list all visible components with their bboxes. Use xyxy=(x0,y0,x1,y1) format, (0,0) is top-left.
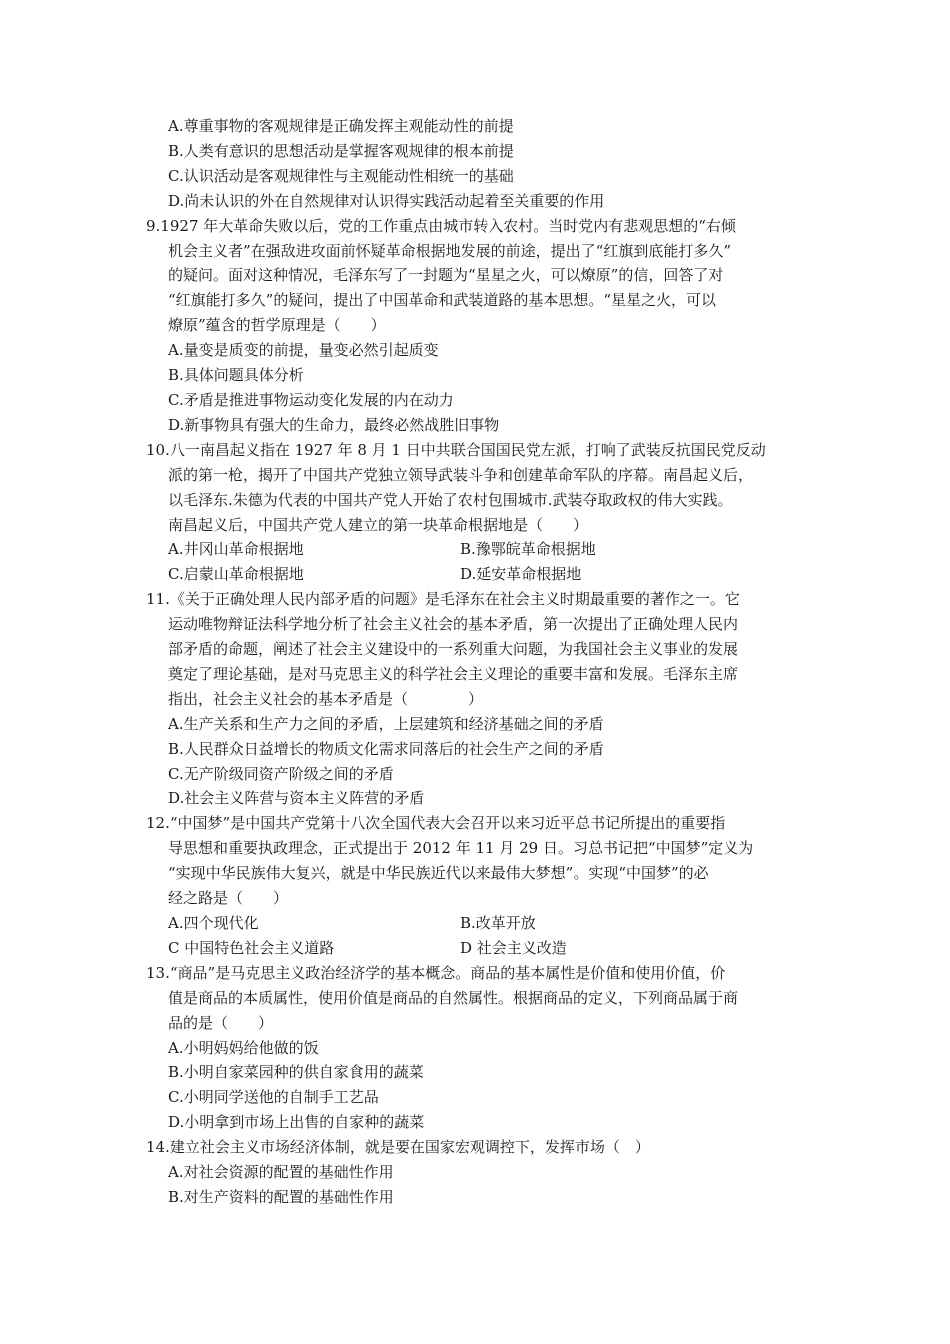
q9-stem-line: 燎原”蕴含的哲学原理是（ ） xyxy=(168,316,386,335)
q10-stem-line: 南昌起义后，中国共产党人建立的第一块革命根据地是（ ） xyxy=(168,515,589,534)
q10-option-b: B.豫鄂皖革命根据地 xyxy=(460,540,596,559)
q8-option-d: D.尚未认识的外在自然规律对认识得实践活动起着至关重要的作用 xyxy=(168,191,605,210)
q12-stem-line: 12.“中国梦”是中国共产党第十八次全国代表大会召开以来习近平总书记所提出的重要指 xyxy=(146,814,726,833)
q9-option-b: B.具体问题具体分析 xyxy=(168,366,304,385)
q12-options-row xyxy=(146,911,806,936)
q12-options-row xyxy=(146,936,806,961)
q11-option-c: C.无产阶级同资产阶级之间的矛盾 xyxy=(168,764,394,783)
q9-option-a: A.量变是质变的前提，量变必然引起质变 xyxy=(168,341,439,360)
question-14 xyxy=(146,1135,806,1210)
q10-options-row xyxy=(146,537,806,562)
q13-option-a: A.小明妈妈给他做的饭 xyxy=(168,1038,319,1057)
q13-option-c: C.小明同学送他的自制手工艺品 xyxy=(168,1088,379,1107)
q10-stem-line: 10.八一南昌起义指在 1927 年 8 月 1 日中共联合国国民党左派，打响了武装反抗国民党反动 xyxy=(146,440,766,459)
q13-stem-line: 品的是（ ） xyxy=(168,1013,274,1032)
q12-option-a: A.四个现代化 xyxy=(168,914,259,932)
q10-stem-line: 以毛泽东.朱德为代表的中国共产党人开始了农村包围城市.武装夺取政权的伟大实践。 xyxy=(168,490,733,509)
q8-option-b: B.人类有意识的思想活动是掌握客观规律的根本前提 xyxy=(168,141,514,160)
q11-option-a: A.生产关系和生产力之间的矛盾，上层建筑和经济基础之间的矛盾 xyxy=(168,714,604,733)
q11-stem-line: 奠定了理论基础，是对马克思主义的科学社会主义理论的重要丰富和发展。毛泽东主席 xyxy=(168,664,739,683)
q12-stem-line: “实现中华民族伟大复兴，就是中华民族近代以来最伟大梦想”。实现“中国梦”的必 xyxy=(168,864,709,883)
q10-option-c: C.启蒙山革命根据地 xyxy=(168,565,304,584)
question-13 xyxy=(146,961,806,1135)
q11-stem-line: 部矛盾的命题，阐述了社会主义建设中的一系列重大问题，为我国社会主义事业的发展 xyxy=(168,640,739,659)
q13-option-d: D.小明拿到市场上出售的自家种的蔬菜 xyxy=(168,1113,425,1132)
question-9 xyxy=(146,214,806,438)
question-8 xyxy=(146,114,806,214)
q9-option-d: D.新事物具有强大的生命力，最终必然战胜旧事物 xyxy=(168,415,500,434)
q8-option-c: C.认识活动是客观规律性与主观能动性相统一的基础 xyxy=(168,166,514,185)
q11-option-b: B.人民群众日益增长的物质文化需求同落后的社会生产之间的矛盾 xyxy=(168,739,604,758)
question-list xyxy=(146,114,806,1210)
q12-stem-line: 导思想和重要执政理念，正式提出于 2012 年 11 月 29 日。习总书记把“中国梦”定义为 xyxy=(168,839,754,858)
q10-option-d: D.延安革命根据地 xyxy=(460,565,582,584)
q13-option-b: B.小明自家菜园种的供自家食用的蔬菜 xyxy=(168,1063,424,1082)
q10-option-a: A.井冈山革命根据地 xyxy=(168,540,304,559)
q11-stem-line: 运动唯物辩证法科学地分析了社会主义社会的基本矛盾，第一次提出了正确处理人民内 xyxy=(168,615,739,634)
q10-options-row xyxy=(146,562,806,587)
q14-option-a: A.对社会资源的配置的基础性作用 xyxy=(168,1163,394,1182)
q12-option-c: C 中国特色社会主义道路 xyxy=(168,938,335,957)
q9-stem-line: 的疑问。面对这种情况，毛泽东写了一封题为“星星之火，可以燎原”的信，回答了对 xyxy=(168,266,724,285)
q11-stem-line: 指出，社会主义社会的基本矛盾是（ ） xyxy=(168,689,484,708)
question-10 xyxy=(146,438,806,587)
q12-option-b: B.改革开放 xyxy=(460,914,536,932)
q9-stem-line: 机会主义者”在强敌进攻面前怀疑革命根据地发展的前途，提出了“红旗到底能打多久” xyxy=(168,241,732,260)
q12-option-d: D 社会主义改造 xyxy=(460,938,567,957)
q13-stem-line: 值是商品的本质属性，使用价值是商品的自然属性。根据商品的定义，下列商品属于商 xyxy=(168,988,739,1007)
question-12 xyxy=(146,811,806,960)
q11-stem-line: 11.《关于正确处理人民内部矛盾的问题》是毛泽东在社会主义时期最重要的著作之一。它 xyxy=(146,590,740,609)
q9-option-c: C.矛盾是推进事物运动变化发展的内在动力 xyxy=(168,390,454,409)
q10-stem-line: 派的第一枪，揭开了中国共产党独立领导武装斗争和创建革命军队的序幕。南昌起义后， xyxy=(168,465,754,484)
q8-option-a: A.尊重事物的客观规律是正确发挥主观能动性的前提 xyxy=(168,117,514,135)
q9-stem-line: “红旗能打多久”的疑问，提出了中国革命和武装道路的基本思想。“星星之火，可以 xyxy=(168,291,717,310)
q9-stem-line: 9.1927 年大革命失败以后，党的工作重点由城市转入农村。当时党内有悲观思想的“右倾 xyxy=(146,216,736,235)
q11-option-d: D.社会主义阵营与资本主义阵营的矛盾 xyxy=(168,789,425,808)
q14-option-b: B.对生产资料的配置的基础性作用 xyxy=(168,1187,394,1206)
question-11 xyxy=(146,587,806,811)
q12-stem-line: 经之路是（ ） xyxy=(168,889,289,908)
q13-stem-line: 13.“商品”是马克思主义政治经济学的基本概念。商品的基本属性是价值和使用价值，价 xyxy=(146,963,726,982)
q14-stem-line: 14.建立社会主义市场经济体制，就是要在国家宏观调控下，发挥市场（ ） xyxy=(146,1138,650,1157)
